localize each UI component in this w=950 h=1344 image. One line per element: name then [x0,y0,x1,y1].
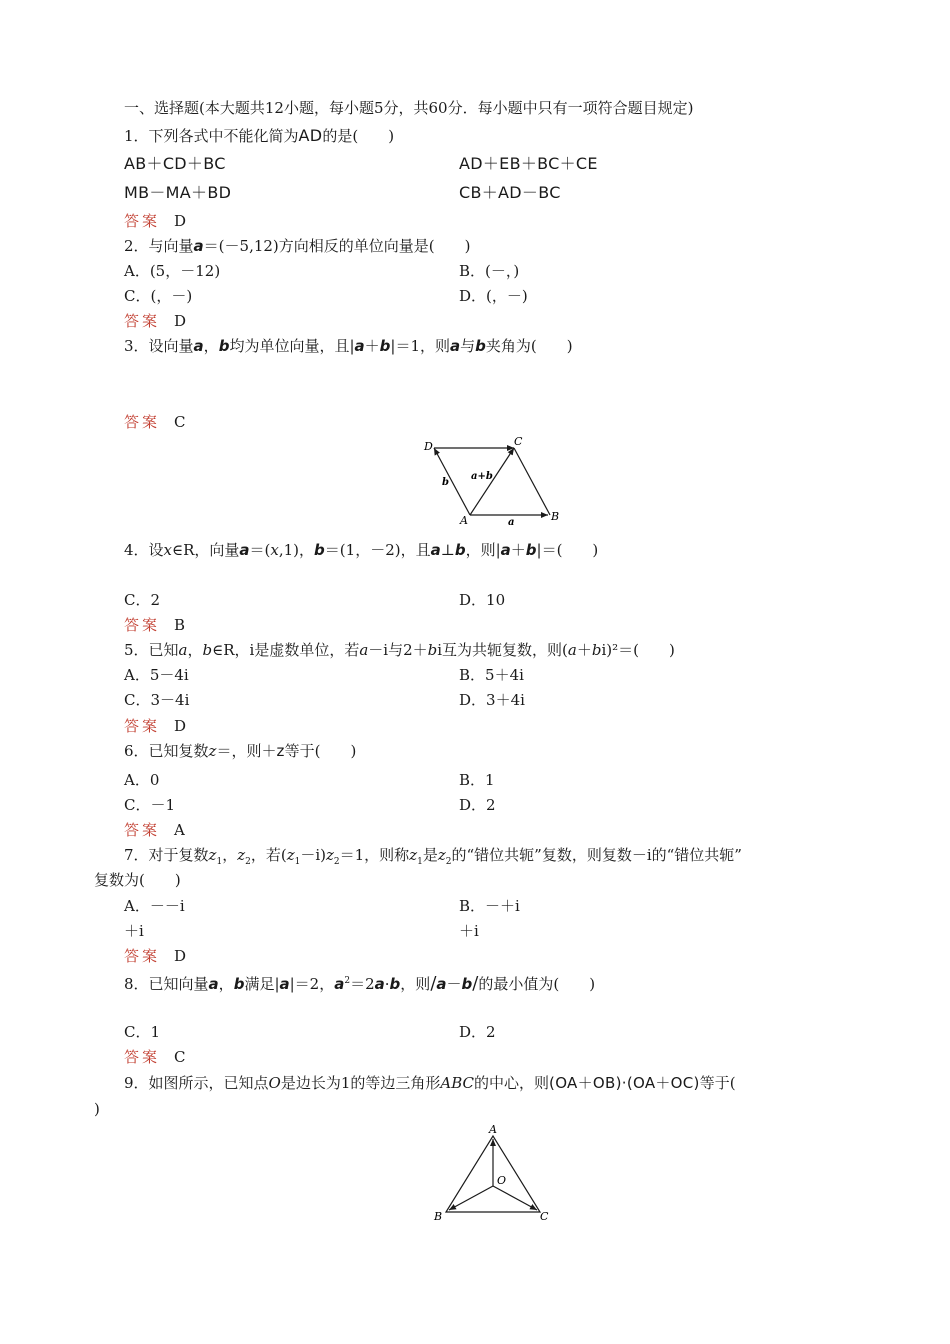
q4-answer [124,616,185,634]
q3-text: 3．设向量 [124,337,194,355]
point-a-label: A [460,514,468,527]
answer-label: 答案 [124,212,161,230]
q5-text: i互为共轭复数，则( [437,641,568,659]
answer-value: A [174,821,185,839]
q9-vector-expression: (OA＋OB)·(OA＋OC) [549,1074,700,1092]
q7-option-d: ＋i [459,922,479,940]
vector-a: a [430,541,441,559]
q8-answer [124,1048,186,1066]
vector-a-label: a [508,517,515,528]
var-z2: z [437,846,446,864]
triangle-abc: ABC [440,1074,475,1092]
q1-option-c: MB－MA＋BD [124,183,232,202]
point-b-label: B [551,510,560,523]
vector-a: a [239,541,250,559]
vector-ad-line [434,448,470,515]
vector-b: b [461,975,473,993]
q7-text: －i) [300,846,326,864]
vector-b: b [218,337,230,355]
var-z-conjugate: z [276,742,285,760]
answer-label: 答案 [124,717,161,735]
q6-option-d: D．2 [459,796,496,814]
point-d-label: D [424,440,433,453]
q8-text: ， [218,975,234,993]
answer-value: D [174,717,187,735]
q9-text: 9．如图所示，已知点 [124,1074,269,1092]
subscript: 2 [245,857,251,867]
q8-text: ，则 [400,975,431,993]
q8-option-c: C．1 [124,1023,161,1041]
answer-value: C [174,1048,186,1066]
q3-answer [124,413,186,431]
q7-option-b: B．－＋i [459,897,520,915]
var-z2: z [237,846,246,864]
q7-text: ， [222,846,238,864]
q1-stem [124,127,394,145]
point-c-label: C [540,1210,549,1223]
q6-stem [124,742,356,760]
point-b-label: B [434,1210,443,1223]
var-z1: z [208,846,217,864]
q5-text: －i与2＋ [368,641,428,659]
q1-option-a: AB＋CD＋BC [124,154,226,173]
q3-text: ， [203,337,219,355]
q5-option-b: B．5＋4i [459,666,524,684]
q9-stem [124,1074,736,1092]
q6-text: ＝，则＋ [216,742,277,760]
q4-text: ＋ [510,541,526,559]
q1-option-b: AD＋EB＋BC＋CE [459,154,598,173]
q7-stem-line2: 复数为( ) [94,871,181,889]
q5-option-c: C．3－4i [124,691,190,709]
vector-a: a [193,337,204,355]
norm-bar: / [472,973,479,994]
q1-answer [124,212,186,230]
q3-stem [124,337,573,355]
q3-text: ＋ [364,337,380,355]
q1-stem-vector: AD [298,126,323,145]
answer-label: 答案 [124,947,161,965]
answer-value: D [174,312,187,330]
q3-text: |＝1，则 [390,337,450,355]
q4-option-d: D．10 [459,591,506,609]
vector-a: a [354,337,365,355]
q4-text: ＝( [249,541,271,559]
q4-text: ∈R，向量 [172,541,240,559]
answer-value: D [174,212,187,230]
q7-option-a: A．－－i [124,897,185,915]
q7-answer [124,947,186,965]
q8-text: 8．已知向量 [124,975,209,993]
var-a: a [178,641,188,659]
answer-label: 答案 [124,1048,161,1066]
q9-text: 的中心，则 [474,1074,550,1092]
point-o-label: O [497,1174,507,1187]
answer-label: 答案 [124,312,161,330]
q4-text: ,1)， [278,541,315,559]
q8-text: － [446,975,462,993]
q4-option-c: C．2 [124,591,161,609]
q1-option-d: CB＋AD－BC [459,183,561,202]
q2-answer [124,312,186,330]
answer-value: B [174,616,186,634]
subscript: 1 [417,857,423,867]
q5-text: ， [187,641,203,659]
var-a: a [359,641,369,659]
vector-oc-line [493,1186,537,1210]
q5-option-d: D．3＋4i [459,691,525,709]
norm-bar: / [430,973,437,994]
vector-a: a [208,975,219,993]
q6-answer [124,821,185,839]
vector-a: a [500,541,511,559]
section-heading: 一、选择题(本大题共12小题，每小题5分，共60分．每小题中只有一项符合题目规定) [124,99,694,117]
q9-text: 是边长为1的等边三角形 [280,1074,441,1092]
q4-text: 4．设 [124,541,164,559]
vector-b: b [314,541,325,559]
q8-text: |＝2， [289,975,335,993]
vector-b: b [475,337,486,355]
q3-text: 夹角为( ) [485,337,573,355]
vector-a: a [374,975,385,993]
var-z2: z [326,846,334,864]
subscript: 1 [216,857,223,867]
vector-ob-line [449,1186,493,1210]
q1-stem-text: 1．下列各式中不能化简为 [124,127,299,145]
q2-stem [124,237,470,255]
vector-a: a [450,337,461,355]
q4-text: |＝( ) [536,541,599,559]
var-z1: z [286,846,295,864]
vector-b: b [233,975,245,993]
q4-text: ＝(1，－2)，且 [324,541,431,559]
q8-text: 的最小值为( ) [478,975,596,993]
q7-text: ，若( [250,846,287,864]
vector-a: a [436,975,447,993]
q7-option-c: ＋i [124,922,144,940]
vector-a: a [334,975,345,993]
q3-parallelogram-figure [418,432,568,530]
q3-text: 与 [460,337,476,355]
var-b: b [202,641,213,659]
var-a: a [567,641,577,659]
q6-text: 等于( ) [284,742,357,760]
subscript: 2 [445,857,452,867]
vector-b: b [379,337,391,355]
q6-text: 6．已知复数 [124,742,209,760]
q1-stem-end: 的是( ) [322,127,395,145]
q7-text: 7．对于复数 [124,846,209,864]
vector-b-label: b [442,477,449,488]
q2-option-d: D．(，－) [459,287,528,305]
point-o: O [268,1074,281,1092]
q7-stem [124,846,742,871]
q6-option-c: C．－1 [124,796,176,814]
q2-text-end: ＝(－5,12)方向相反的单位向量是( ) [203,237,471,255]
q5-text: i)²＝( ) [601,641,675,659]
q5-text: ∈R，i是虚数单位，若 [212,641,360,659]
var-z: z [208,742,217,760]
q9-stem-line2: ) [94,1100,100,1118]
vector-b: b [389,975,401,993]
answer-value: D [174,947,187,965]
q8-option-d: D．2 [459,1023,496,1041]
var-x: x [270,541,279,559]
vector-b: b [525,541,537,559]
q2-option-a: A．(5，－12) [124,262,221,280]
q6-option-b: B．1 [459,771,495,789]
q8-text: 满足| [244,975,280,993]
q7-text: 的“错位共轭”复数，则复数－i的“错位共轭” [451,846,742,864]
point-a-label: A [489,1123,497,1136]
subscript: 1 [294,857,301,867]
var-z1: z [409,846,418,864]
var-x: x [163,541,173,559]
q4-text: ，则| [465,541,501,559]
answer-value: C [174,413,186,431]
segment-cb-line [514,448,550,515]
var-b: b [427,641,438,659]
q5-stem [124,641,675,659]
q2-option-c: C．(，－) [124,287,193,305]
q8-text: ＝2 [350,975,375,993]
q3-text: 均为单位向量，且| [229,337,355,355]
q7-text: ＝1，则称 [339,846,410,864]
vector-a: a [279,975,290,993]
subscript: 2 [333,857,340,867]
var-b: b [591,641,602,659]
q7-text: 是 [422,846,438,864]
answer-label: 答案 [124,413,161,431]
vector-a-plus-b-label: a+b [471,471,493,482]
q4-text: ⊥ [440,541,455,559]
q6-option-a: A．0 [124,771,160,789]
q5-option-a: A．5－4i [124,666,189,684]
vector-a: a [193,237,204,255]
q5-text: ＋ [576,641,592,659]
point-c-label: C [514,435,523,448]
q8-stem [124,972,595,993]
answer-label: 答案 [124,616,161,634]
q5-text: 5．已知 [124,641,179,659]
superscript: 2 [344,976,351,986]
q9-text: 等于( [699,1074,736,1092]
answer-label: 答案 [124,821,161,839]
q5-answer [124,717,186,735]
vector-b: b [454,541,466,559]
q2-option-b: B．(－，) [459,262,520,280]
q9-triangle-figure [430,1122,556,1226]
q2-text: 2．与向量 [124,237,194,255]
q8-text: · [384,975,390,993]
q4-stem [124,541,598,559]
